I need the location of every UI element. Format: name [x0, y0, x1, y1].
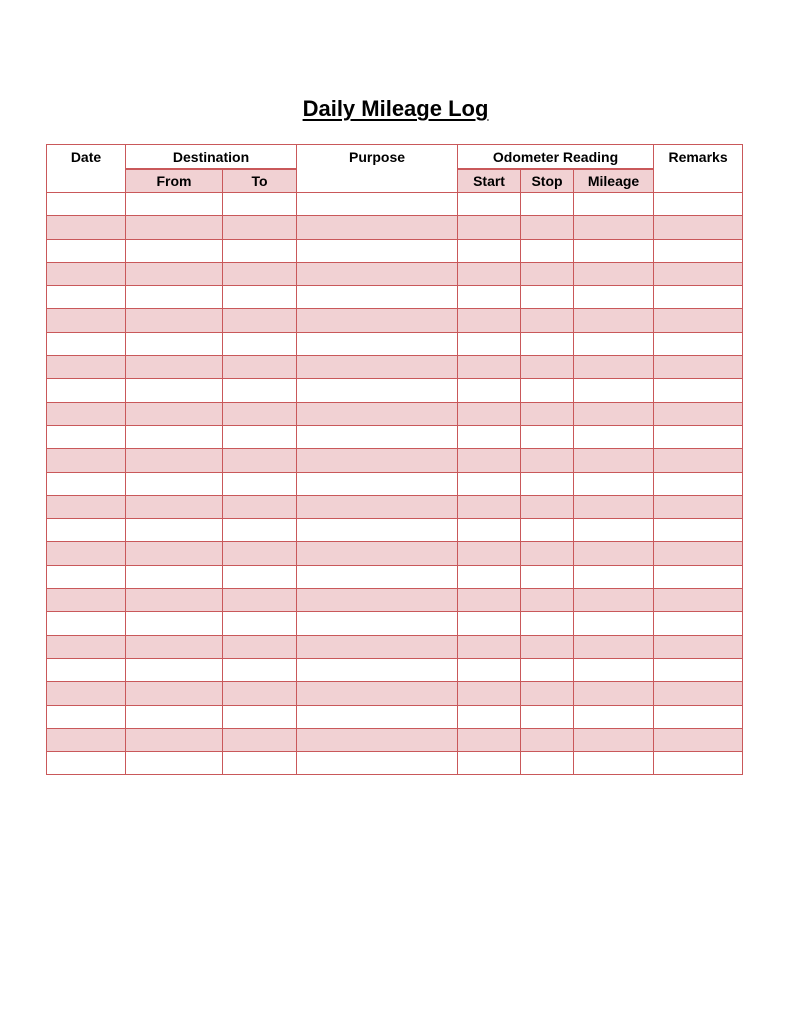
- stop-header: Stop: [521, 169, 574, 193]
- table-row: [47, 449, 743, 472]
- from-cell[interactable]: [126, 402, 223, 425]
- page-title-text: Daily Mileage Log: [302, 96, 489, 121]
- destination-header: Destination: [126, 145, 297, 169]
- table-row: [47, 286, 743, 309]
- from-cell[interactable]: [126, 425, 223, 448]
- remarks-cell[interactable]: [654, 216, 743, 239]
- purpose-cell[interactable]: [297, 519, 458, 542]
- start-cell[interactable]: [458, 495, 521, 518]
- table-row: [47, 612, 743, 635]
- to-cell[interactable]: [223, 449, 297, 472]
- from-cell[interactable]: [126, 519, 223, 542]
- date-cell[interactable]: [47, 193, 126, 216]
- stop-cell[interactable]: [521, 658, 574, 681]
- purpose-cell[interactable]: [297, 193, 458, 216]
- table-row: [47, 332, 743, 355]
- mileage-cell[interactable]: [574, 449, 654, 472]
- to-cell[interactable]: [223, 519, 297, 542]
- mileage-cell[interactable]: [574, 728, 654, 751]
- from-cell[interactable]: [126, 682, 223, 705]
- stop-cell[interactable]: [521, 612, 574, 635]
- remarks-cell[interactable]: [654, 542, 743, 565]
- mileage-cell[interactable]: [574, 239, 654, 262]
- date-cell[interactable]: [47, 682, 126, 705]
- from-cell[interactable]: [126, 635, 223, 658]
- remarks-cell[interactable]: [654, 332, 743, 355]
- mileage-cell[interactable]: [574, 402, 654, 425]
- table-row: [47, 239, 743, 262]
- from-cell[interactable]: [126, 612, 223, 635]
- purpose-cell[interactable]: [297, 682, 458, 705]
- remarks-header: Remarks: [654, 145, 743, 193]
- purpose-cell[interactable]: [297, 542, 458, 565]
- remarks-cell[interactable]: [654, 752, 743, 775]
- stop-cell[interactable]: [521, 635, 574, 658]
- table-row: [47, 425, 743, 448]
- mileage-cell[interactable]: [574, 262, 654, 285]
- start-cell[interactable]: [458, 425, 521, 448]
- start-cell[interactable]: [458, 216, 521, 239]
- to-cell[interactable]: [223, 752, 297, 775]
- to-cell[interactable]: [223, 309, 297, 332]
- to-cell[interactable]: [223, 565, 297, 588]
- from-cell[interactable]: [126, 239, 223, 262]
- purpose-cell[interactable]: [297, 635, 458, 658]
- purpose-cell[interactable]: [297, 658, 458, 681]
- stop-cell[interactable]: [521, 379, 574, 402]
- purpose-cell[interactable]: [297, 239, 458, 262]
- from-cell[interactable]: [126, 332, 223, 355]
- remarks-cell[interactable]: [654, 589, 743, 612]
- purpose-cell[interactable]: [297, 705, 458, 728]
- purpose-cell[interactable]: [297, 262, 458, 285]
- mileage-cell[interactable]: [574, 472, 654, 495]
- mileage-cell[interactable]: [574, 705, 654, 728]
- date-cell[interactable]: [47, 542, 126, 565]
- to-cell[interactable]: [223, 286, 297, 309]
- to-cell[interactable]: [223, 612, 297, 635]
- start-cell[interactable]: [458, 262, 521, 285]
- mileage-cell[interactable]: [574, 216, 654, 239]
- table-row: [47, 542, 743, 565]
- start-cell[interactable]: [458, 542, 521, 565]
- date-cell[interactable]: [47, 472, 126, 495]
- page-title: [0, 96, 791, 122]
- purpose-cell[interactable]: [297, 286, 458, 309]
- purpose-cell[interactable]: [297, 309, 458, 332]
- start-cell[interactable]: [458, 519, 521, 542]
- remarks-cell[interactable]: [654, 286, 743, 309]
- stop-cell[interactable]: [521, 542, 574, 565]
- remarks-cell[interactable]: [654, 379, 743, 402]
- table-row: [47, 309, 743, 332]
- purpose-cell[interactable]: [297, 472, 458, 495]
- from-cell[interactable]: [126, 542, 223, 565]
- to-cell[interactable]: [223, 658, 297, 681]
- from-cell[interactable]: [126, 286, 223, 309]
- from-cell[interactable]: [126, 216, 223, 239]
- from-cell[interactable]: [126, 728, 223, 751]
- stop-cell[interactable]: [521, 239, 574, 262]
- from-cell[interactable]: [126, 356, 223, 379]
- stop-cell[interactable]: [521, 589, 574, 612]
- table-row: [47, 193, 743, 216]
- stop-cell[interactable]: [521, 286, 574, 309]
- to-cell[interactable]: [223, 728, 297, 751]
- remarks-cell[interactable]: [654, 565, 743, 588]
- date-cell[interactable]: [47, 705, 126, 728]
- mileage-cell[interactable]: [574, 658, 654, 681]
- date-cell[interactable]: [47, 495, 126, 518]
- purpose-cell[interactable]: [297, 449, 458, 472]
- mileage-cell[interactable]: [574, 356, 654, 379]
- stop-cell[interactable]: [521, 425, 574, 448]
- stop-cell[interactable]: [521, 519, 574, 542]
- table-row: [47, 519, 743, 542]
- mileage-cell[interactable]: [574, 752, 654, 775]
- start-cell[interactable]: [458, 286, 521, 309]
- date-cell[interactable]: [47, 635, 126, 658]
- mileage-cell[interactable]: [574, 589, 654, 612]
- table-row: [47, 472, 743, 495]
- remarks-cell[interactable]: [654, 472, 743, 495]
- from-cell[interactable]: [126, 262, 223, 285]
- to-cell[interactable]: [223, 682, 297, 705]
- stop-cell[interactable]: [521, 728, 574, 751]
- to-cell[interactable]: [223, 635, 297, 658]
- purpose-cell[interactable]: [297, 216, 458, 239]
- date-cell[interactable]: [47, 449, 126, 472]
- start-cell[interactable]: [458, 193, 521, 216]
- to-cell[interactable]: [223, 356, 297, 379]
- from-cell[interactable]: [126, 495, 223, 518]
- start-cell[interactable]: [458, 472, 521, 495]
- date-cell[interactable]: [47, 752, 126, 775]
- table-row: [47, 752, 743, 775]
- mileage-cell[interactable]: [574, 612, 654, 635]
- mileage-cell[interactable]: [574, 519, 654, 542]
- to-cell[interactable]: [223, 542, 297, 565]
- to-cell[interactable]: [223, 262, 297, 285]
- remarks-cell[interactable]: [654, 239, 743, 262]
- start-cell[interactable]: [458, 612, 521, 635]
- purpose-cell[interactable]: [297, 332, 458, 355]
- remarks-cell[interactable]: [654, 612, 743, 635]
- purpose-cell[interactable]: [297, 728, 458, 751]
- date-cell[interactable]: [47, 425, 126, 448]
- mileage-cell[interactable]: [574, 193, 654, 216]
- purpose-cell[interactable]: [297, 402, 458, 425]
- mileage-cell[interactable]: [574, 542, 654, 565]
- start-cell[interactable]: [458, 449, 521, 472]
- date-cell[interactable]: [47, 262, 126, 285]
- remarks-cell[interactable]: [654, 519, 743, 542]
- stop-cell[interactable]: [521, 705, 574, 728]
- purpose-cell[interactable]: [297, 612, 458, 635]
- mileage-cell[interactable]: [574, 425, 654, 448]
- remarks-cell[interactable]: [654, 658, 743, 681]
- date-header: Date: [47, 145, 126, 193]
- date-cell[interactable]: [47, 728, 126, 751]
- to-cell[interactable]: [223, 193, 297, 216]
- table-row: [47, 658, 743, 681]
- stop-cell[interactable]: [521, 262, 574, 285]
- to-cell[interactable]: [223, 402, 297, 425]
- start-cell[interactable]: [458, 309, 521, 332]
- from-cell[interactable]: [126, 193, 223, 216]
- table-row: [47, 589, 743, 612]
- mileage-cell[interactable]: [574, 565, 654, 588]
- mileage-cell[interactable]: [574, 332, 654, 355]
- remarks-cell[interactable]: [654, 425, 743, 448]
- purpose-cell[interactable]: [297, 589, 458, 612]
- from-cell[interactable]: [126, 379, 223, 402]
- remarks-cell[interactable]: [654, 356, 743, 379]
- start-cell[interactable]: [458, 239, 521, 262]
- stop-cell[interactable]: [521, 449, 574, 472]
- start-cell[interactable]: [458, 658, 521, 681]
- date-cell[interactable]: [47, 286, 126, 309]
- stop-cell[interactable]: [521, 216, 574, 239]
- start-cell[interactable]: [458, 565, 521, 588]
- purpose-cell[interactable]: [297, 379, 458, 402]
- remarks-cell[interactable]: [654, 682, 743, 705]
- date-cell[interactable]: [47, 332, 126, 355]
- stop-cell[interactable]: [521, 309, 574, 332]
- from-cell[interactable]: [126, 705, 223, 728]
- mileage-cell[interactable]: [574, 635, 654, 658]
- purpose-cell[interactable]: [297, 495, 458, 518]
- remarks-cell[interactable]: [654, 193, 743, 216]
- log-body: [47, 193, 743, 775]
- remarks-cell[interactable]: [654, 309, 743, 332]
- start-cell[interactable]: [458, 728, 521, 751]
- mileage-cell[interactable]: [574, 495, 654, 518]
- to-cell[interactable]: [223, 472, 297, 495]
- start-header: Start: [458, 169, 521, 193]
- date-cell[interactable]: [47, 519, 126, 542]
- stop-cell[interactable]: [521, 565, 574, 588]
- to-cell[interactable]: [223, 495, 297, 518]
- date-cell[interactable]: [47, 379, 126, 402]
- stop-cell[interactable]: [521, 682, 574, 705]
- table-row: [47, 705, 743, 728]
- stop-cell[interactable]: [521, 495, 574, 518]
- to-cell[interactable]: [223, 379, 297, 402]
- table-row: [47, 495, 743, 518]
- date-cell[interactable]: [47, 239, 126, 262]
- from-cell[interactable]: [126, 565, 223, 588]
- start-cell[interactable]: [458, 589, 521, 612]
- stop-cell[interactable]: [521, 332, 574, 355]
- table-row: [47, 379, 743, 402]
- remarks-cell[interactable]: [654, 495, 743, 518]
- from-cell[interactable]: [126, 309, 223, 332]
- table-row: [47, 402, 743, 425]
- date-cell[interactable]: [47, 612, 126, 635]
- from-cell[interactable]: [126, 589, 223, 612]
- to-cell[interactable]: [223, 705, 297, 728]
- to-cell[interactable]: [223, 589, 297, 612]
- date-cell[interactable]: [47, 356, 126, 379]
- mileage-cell[interactable]: [574, 379, 654, 402]
- date-cell[interactable]: [47, 565, 126, 588]
- purpose-cell[interactable]: [297, 356, 458, 379]
- start-cell[interactable]: [458, 682, 521, 705]
- stop-cell[interactable]: [521, 356, 574, 379]
- start-cell[interactable]: [458, 635, 521, 658]
- date-cell[interactable]: [47, 589, 126, 612]
- remarks-cell[interactable]: [654, 705, 743, 728]
- mileage-log-table: [46, 144, 743, 775]
- to-header: To: [223, 169, 297, 193]
- to-cell[interactable]: [223, 425, 297, 448]
- purpose-cell[interactable]: [297, 425, 458, 448]
- mileage-cell[interactable]: [574, 286, 654, 309]
- start-cell[interactable]: [458, 332, 521, 355]
- start-cell[interactable]: [458, 402, 521, 425]
- date-cell[interactable]: [47, 216, 126, 239]
- from-cell[interactable]: [126, 658, 223, 681]
- to-cell[interactable]: [223, 332, 297, 355]
- remarks-cell[interactable]: [654, 728, 743, 751]
- to-cell[interactable]: [223, 239, 297, 262]
- mileage-cell[interactable]: [574, 682, 654, 705]
- table-row: [47, 565, 743, 588]
- start-cell[interactable]: [458, 752, 521, 775]
- start-cell[interactable]: [458, 705, 521, 728]
- table-row: [47, 728, 743, 751]
- odometer-reading-header: Odometer Reading: [458, 145, 654, 169]
- to-cell[interactable]: [223, 216, 297, 239]
- remarks-cell[interactable]: [654, 635, 743, 658]
- date-cell[interactable]: [47, 402, 126, 425]
- purpose-cell[interactable]: [297, 565, 458, 588]
- from-cell[interactable]: [126, 472, 223, 495]
- from-cell[interactable]: [126, 449, 223, 472]
- date-cell[interactable]: [47, 309, 126, 332]
- from-header: From: [126, 169, 223, 193]
- start-cell[interactable]: [458, 379, 521, 402]
- table-row: [47, 635, 743, 658]
- stop-cell[interactable]: [521, 752, 574, 775]
- remarks-cell[interactable]: [654, 449, 743, 472]
- remarks-cell[interactable]: [654, 402, 743, 425]
- from-cell[interactable]: [126, 752, 223, 775]
- stop-cell[interactable]: [521, 193, 574, 216]
- table-row: [47, 216, 743, 239]
- table-row: [47, 356, 743, 379]
- table-row: [47, 682, 743, 705]
- remarks-cell[interactable]: [654, 262, 743, 285]
- purpose-cell[interactable]: [297, 752, 458, 775]
- date-cell[interactable]: [47, 658, 126, 681]
- table-row: [47, 262, 743, 285]
- mileage-cell[interactable]: [574, 309, 654, 332]
- header-row-primary: [47, 145, 743, 169]
- stop-cell[interactable]: [521, 402, 574, 425]
- stop-cell[interactable]: [521, 472, 574, 495]
- start-cell[interactable]: [458, 356, 521, 379]
- purpose-header: Purpose: [297, 145, 458, 193]
- mileage-header: Mileage: [574, 169, 654, 193]
